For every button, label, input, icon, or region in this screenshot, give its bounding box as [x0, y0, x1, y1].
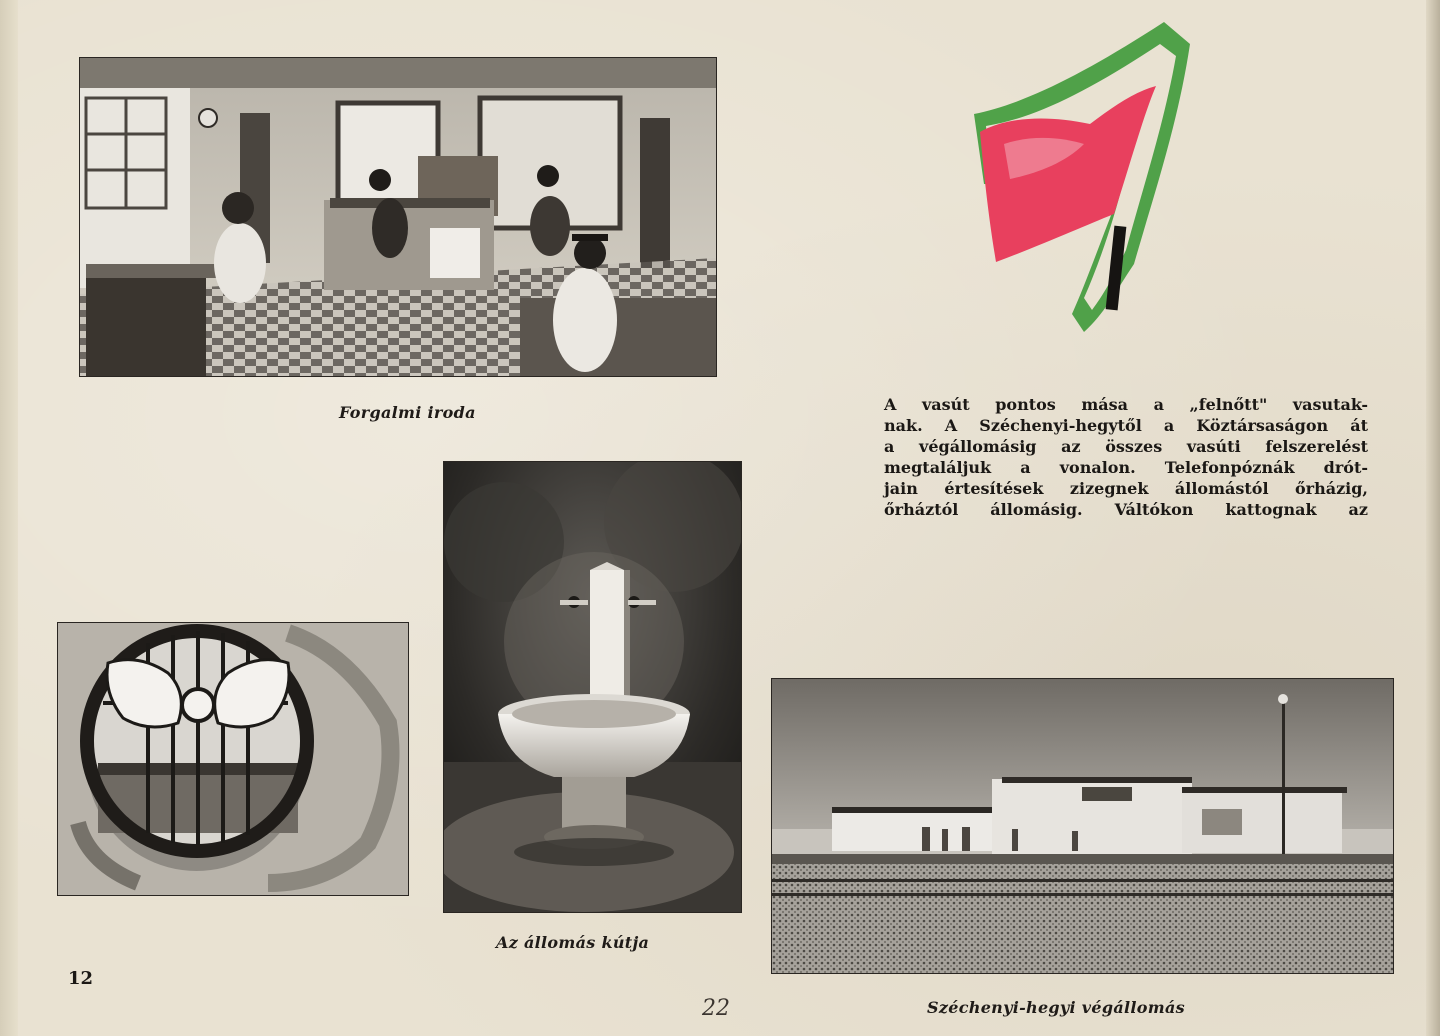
caption-station-fountain: Az állomás kútja	[496, 933, 650, 952]
caption-traffic-office: Forgalmi iroda	[339, 403, 476, 422]
page-left-edge	[0, 0, 18, 1036]
photo-station-fountain	[443, 461, 742, 913]
article-line: a végállomásig az összes vasúti felszerelést	[884, 437, 1368, 456]
page-number: 12	[68, 968, 94, 989]
article-text	[884, 394, 1368, 520]
flag-illustration	[964, 14, 1198, 334]
photo-terminal-station	[771, 678, 1394, 974]
caption-terminal-station: Széchenyi-hegyi végállomás	[927, 998, 1185, 1017]
photo-winged-wheel-gate	[57, 622, 409, 896]
article-line: jain értesítések zizegnek állomástól őrházig,	[884, 479, 1368, 498]
article-line: nak. A Széchenyi-hegytől a Köztársaságon át	[884, 416, 1368, 435]
handwritten-note: 22	[702, 996, 730, 1021]
bleed-through-text	[740, 80, 765, 165]
article-line: őrháztól állomásig. Váltókon kattognak az	[884, 500, 1368, 519]
photo-traffic-office	[79, 57, 717, 377]
article-line: megtaláljuk a vonalon. Telefonpóznák drót-	[884, 458, 1368, 477]
article-line: A vasút pontos mása a „felnőtt" vasutak-	[884, 395, 1368, 414]
page-right-edge	[1426, 0, 1440, 1036]
